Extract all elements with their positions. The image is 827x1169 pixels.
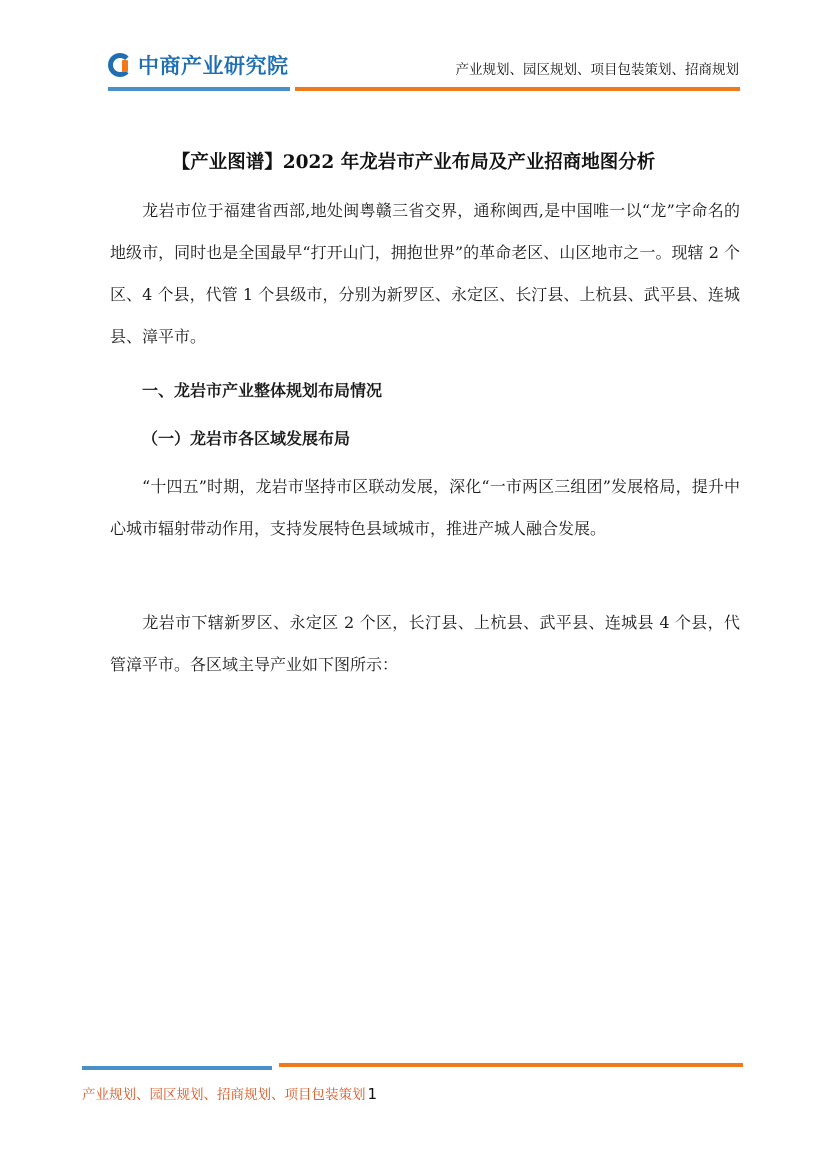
- header-tagline: 产业规划、园区规划、项目包装策划、招商规划: [455, 62, 739, 78]
- company-logo: [108, 51, 289, 79]
- page-footer: [82, 1083, 377, 1103]
- page-number: 1: [367, 1085, 378, 1103]
- logo-text: 中商产业研究院: [138, 54, 289, 78]
- footer-text: 产业规划、园区规划、招商规划、项目包装策划: [82, 1087, 366, 1103]
- paragraph-3: [110, 602, 740, 686]
- paragraph-2-text: “十四五”时期，龙岩市坚持市区联动发展，深化“一市两区三组团”发展格局，提升中心城市辐射带动作用，支持发展特色县域城市，推进产城人融合发展。: [110, 477, 740, 538]
- section-1-heading: 一、龙岩市产业整体规划布局情况: [142, 381, 383, 400]
- document-title: 【产业图谱】2022 年龙岩市产业布局及产业招商地图分析: [171, 152, 656, 173]
- section-1-1-heading: （一）龙岩市各区域发展布局: [142, 429, 351, 448]
- intro-text: 龙岩市位于福建省西部,地处闽粤赣三省交界，通称闽西,是中国唯一以“龙”字命名的地级市，同时也是全国最早“打开山门，拥抱世界”的革命老区、山区地市之一。现辖 2 个区、4 个县，代管 1 个县级市，分别为新罗区、永定区、长汀县、上杭县、武平县、连城县、漳平市。: [110, 201, 740, 346]
- intro-paragraph: [110, 190, 740, 358]
- header-rule-blue: [108, 87, 290, 91]
- logo-icon: [108, 53, 132, 77]
- paragraph-2: [110, 466, 740, 550]
- header-rule-orange: [295, 87, 740, 91]
- page-header: [0, 0, 827, 100]
- footer-rule-blue: [82, 1066, 272, 1070]
- footer-rule-orange: [279, 1063, 743, 1067]
- paragraph-3-text: 龙岩市下辖新罗区、永定区 2 个区，长汀县、上杭县、武平县、连城县 4 个县，代管漳平市。各区域主导产业如下图所示：: [110, 613, 740, 674]
